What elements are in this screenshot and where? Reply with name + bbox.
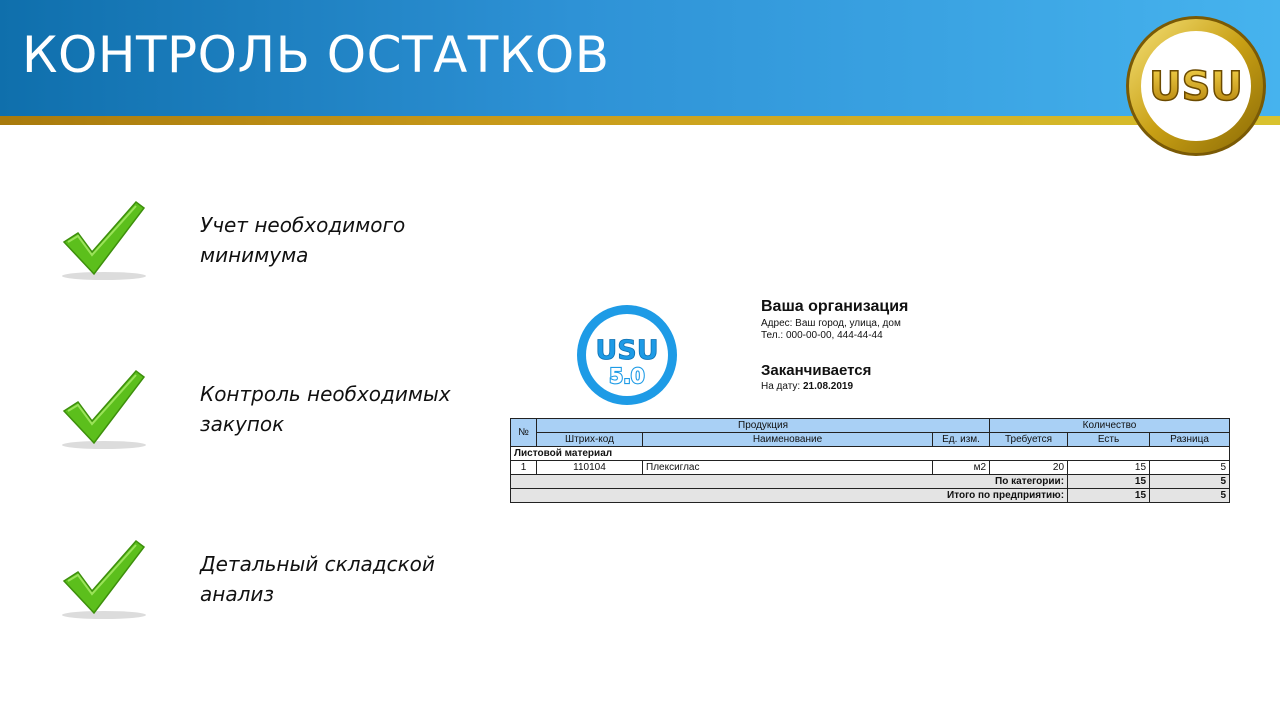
- header-stripe: [0, 116, 1280, 125]
- cell-diff: 5: [1150, 461, 1230, 475]
- category-total-label: По категории:: [511, 475, 1068, 489]
- category-total-row: [511, 475, 1230, 489]
- cell-name: Плексиглас: [643, 461, 933, 475]
- report-date: [761, 381, 853, 392]
- feature-text: Контроль необходимых закупок: [200, 382, 451, 436]
- checkmark-icon: [58, 369, 152, 453]
- organization-name: Ваша организация: [761, 298, 909, 315]
- table-subheader-row: [511, 433, 1230, 447]
- cell-unit: м2: [933, 461, 990, 475]
- stock-report-table: [510, 418, 1230, 503]
- category-total-have: 15: [1068, 475, 1150, 489]
- usu-report-logo: [576, 304, 678, 406]
- feature-text: Детальный складской анализ: [200, 552, 435, 606]
- grand-total-diff: 5: [1150, 489, 1230, 503]
- grand-total-row: [511, 489, 1230, 503]
- report-date-value: 21.08.2019: [803, 381, 854, 392]
- cell-have: 15: [1068, 461, 1150, 475]
- header-quantity: Количество: [990, 419, 1230, 433]
- cell-required: 20: [990, 461, 1068, 475]
- page-title: КОНТРОЛЬ ОСТАТКОВ: [22, 26, 610, 84]
- header-required: Требуется: [990, 433, 1068, 447]
- checkmark-icon: [58, 200, 152, 284]
- category-total-diff: 5: [1150, 475, 1230, 489]
- header-have: Есть: [1068, 433, 1150, 447]
- cell-barcode: 110104: [537, 461, 643, 475]
- grand-total-label: Итого по предприятию:: [511, 489, 1068, 503]
- header-product: Продукция: [537, 419, 990, 433]
- header-no: №: [511, 419, 537, 447]
- organization-phone: Тел.: 000-00-00, 444-44-44: [761, 330, 883, 341]
- table-row: [511, 461, 1230, 475]
- organization-address: Адрес: Ваш город, улица, дом: [761, 318, 901, 329]
- header-diff: Разница: [1150, 433, 1230, 447]
- report-title: Заканчивается: [761, 362, 872, 379]
- table-header-row: [511, 419, 1230, 433]
- gold-logo-text: USU: [1149, 64, 1243, 110]
- header-barcode: Штрих-код: [537, 433, 643, 447]
- report-date-label: На дату:: [761, 381, 801, 392]
- feature-item-2: [0, 369, 480, 459]
- feature-text: Учет необходимого минимума: [200, 213, 406, 267]
- header-unit: Ед. изм.: [933, 433, 990, 447]
- report-logo-version: 5.0: [609, 364, 645, 388]
- report-logo-text: USU: [595, 335, 659, 366]
- category-label: Листовой материал: [511, 447, 1230, 461]
- cell-no: 1: [511, 461, 537, 475]
- feature-item-1: [0, 200, 480, 290]
- checkmark-icon: [58, 539, 152, 623]
- feature-item-3: [0, 539, 480, 629]
- grand-total-have: 15: [1068, 489, 1150, 503]
- header-name: Наименование: [643, 433, 933, 447]
- usu-gold-logo: [1124, 14, 1268, 158]
- category-row: [511, 447, 1230, 461]
